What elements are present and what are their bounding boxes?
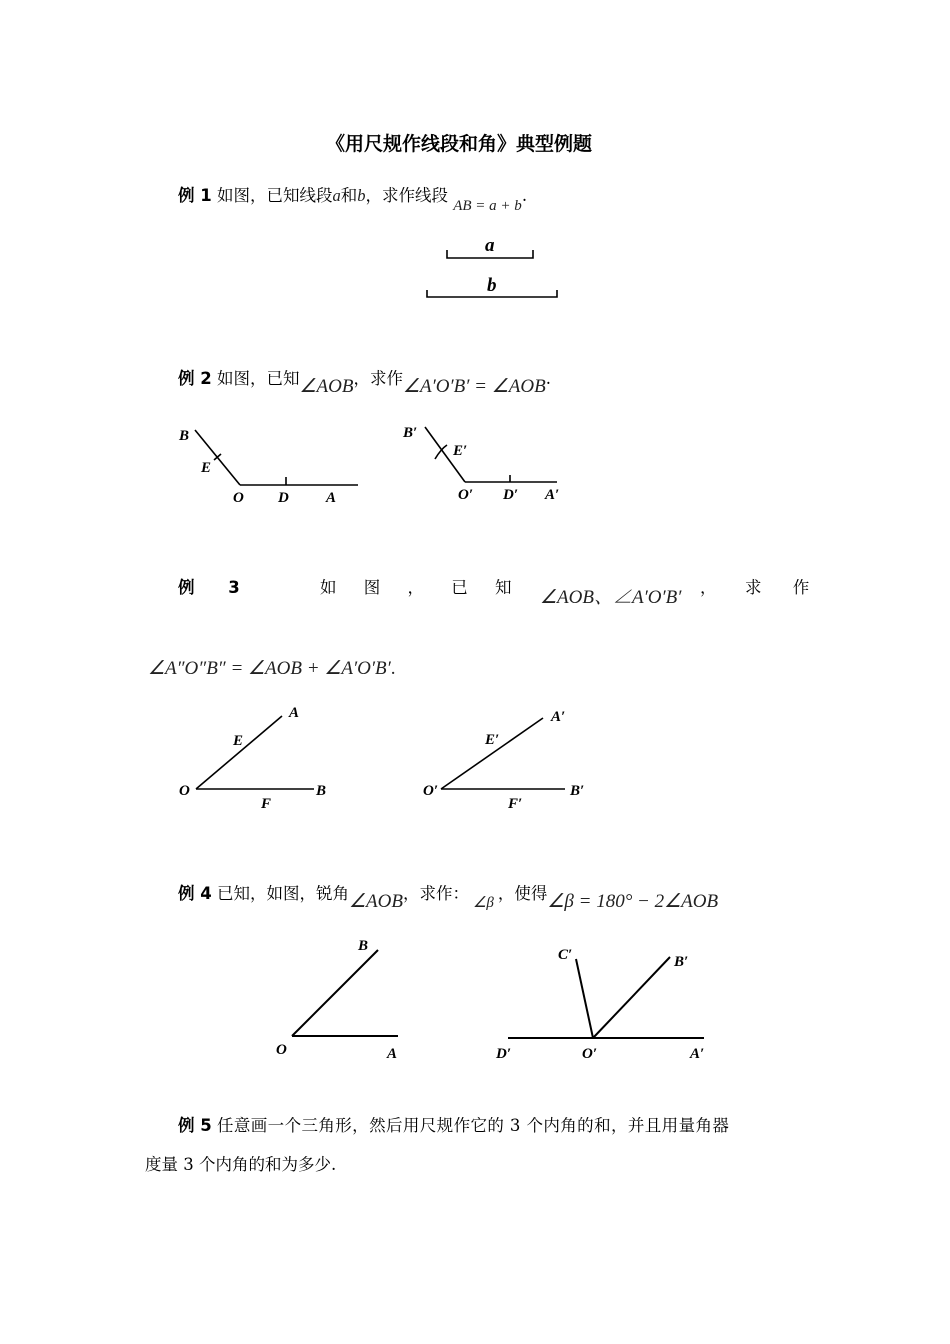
segment-b-label: b bbox=[487, 275, 497, 296]
point-o-prime: O′ bbox=[458, 487, 474, 503]
example-5-label: 例 5 bbox=[178, 1116, 212, 1135]
example-5-line-1: 例 5 任意画一个三角形，然后用尺规作它的 3 个内角的和，并且用量角器 bbox=[178, 1116, 730, 1135]
example-4-figure-1 bbox=[270, 930, 410, 1065]
point-b: B bbox=[358, 938, 369, 954]
point-e: E bbox=[233, 733, 244, 749]
point-f-prime: F′ bbox=[508, 796, 523, 812]
example-2-formula: ∠A′O′B′ = ∠AOB bbox=[402, 376, 546, 397]
point-b: B bbox=[179, 428, 190, 444]
point-d-prime: D′ bbox=[503, 487, 519, 503]
ray-o-a-prime bbox=[441, 718, 543, 789]
ray-ob bbox=[292, 950, 378, 1036]
point-o: O bbox=[179, 783, 190, 799]
ray-o-c-prime bbox=[576, 959, 593, 1038]
point-o-prime: O′ bbox=[582, 1046, 598, 1062]
point-a-prime: A′ bbox=[551, 709, 566, 725]
point-e-prime: E′ bbox=[453, 443, 468, 459]
point-d-prime: D′ bbox=[496, 1046, 512, 1062]
example-1-formula: AB = a + b bbox=[453, 198, 522, 214]
ray-oa bbox=[196, 716, 282, 789]
point-o: O bbox=[276, 1042, 287, 1058]
page-title: 《用尺规作线段和角》典型例题 bbox=[326, 133, 593, 155]
point-o-prime: O′ bbox=[423, 783, 439, 799]
example-4-beta: ∠β bbox=[472, 895, 494, 911]
point-b-prime: B′ bbox=[403, 425, 418, 441]
point-c-prime: C′ bbox=[558, 947, 573, 963]
example-4-figure-2 bbox=[490, 935, 720, 1070]
example-3-ask: 求 作 bbox=[745, 578, 810, 597]
example-3-angles: ∠AOB、∠A′O′B′ bbox=[540, 587, 682, 608]
example-1-figure bbox=[415, 230, 575, 305]
point-d: D bbox=[278, 490, 289, 506]
point-a: A bbox=[326, 490, 337, 506]
example-3-label: 例 3 bbox=[178, 578, 240, 597]
point-b: B bbox=[316, 783, 327, 799]
point-o: O bbox=[233, 490, 244, 506]
point-a: A bbox=[289, 705, 300, 721]
example-1-label: 例 1 bbox=[178, 186, 212, 205]
point-a-prime: A′ bbox=[545, 487, 560, 503]
example-5-line-2: 度量 3 个内角的和为多少. bbox=[145, 1155, 337, 1174]
example-3-text: 如 图 ， 已 知 bbox=[320, 578, 512, 597]
segment-a-label: a bbox=[485, 235, 495, 256]
point-a: A bbox=[387, 1046, 398, 1062]
example-2-statement: 例 2 如图，已知∠AOB，求作∠A′O′B′ = ∠AOB. bbox=[178, 369, 551, 397]
example-2-angle: ∠AOB bbox=[299, 376, 354, 397]
ray-o-b-prime bbox=[593, 957, 670, 1038]
example-4-label: 例 4 bbox=[178, 884, 212, 903]
example-4-formula: ∠β = 180° − 2∠AOB bbox=[547, 891, 719, 912]
point-b-prime: B′ bbox=[570, 783, 585, 799]
arc-mark bbox=[435, 445, 447, 459]
example-3-figure-1 bbox=[170, 700, 350, 815]
point-e: E bbox=[201, 460, 212, 476]
example-4-angle: ∠AOB bbox=[348, 891, 403, 912]
example-4-statement: 例 4 已知，如图，锐角∠AOB，求作： ∠β ，使得∠β = 180° − 2∠AOB bbox=[178, 884, 719, 912]
example-2-figure-1 bbox=[170, 418, 370, 513]
point-b-prime: B′ bbox=[674, 954, 689, 970]
example-1-statement: 例 1 如图，已知线段a和b，求作线段 AB = a + b. bbox=[178, 186, 528, 214]
example-3-figure-2 bbox=[415, 700, 605, 815]
point-e-prime: E′ bbox=[485, 732, 500, 748]
example-3-formula: ∠A″O″B″ = ∠AOB + ∠A′O′B′. bbox=[148, 658, 396, 679]
point-f: F bbox=[261, 796, 272, 812]
example-2-figure-2 bbox=[395, 415, 595, 510]
example-2-label: 例 2 bbox=[178, 369, 212, 388]
point-a-prime: A′ bbox=[690, 1046, 705, 1062]
